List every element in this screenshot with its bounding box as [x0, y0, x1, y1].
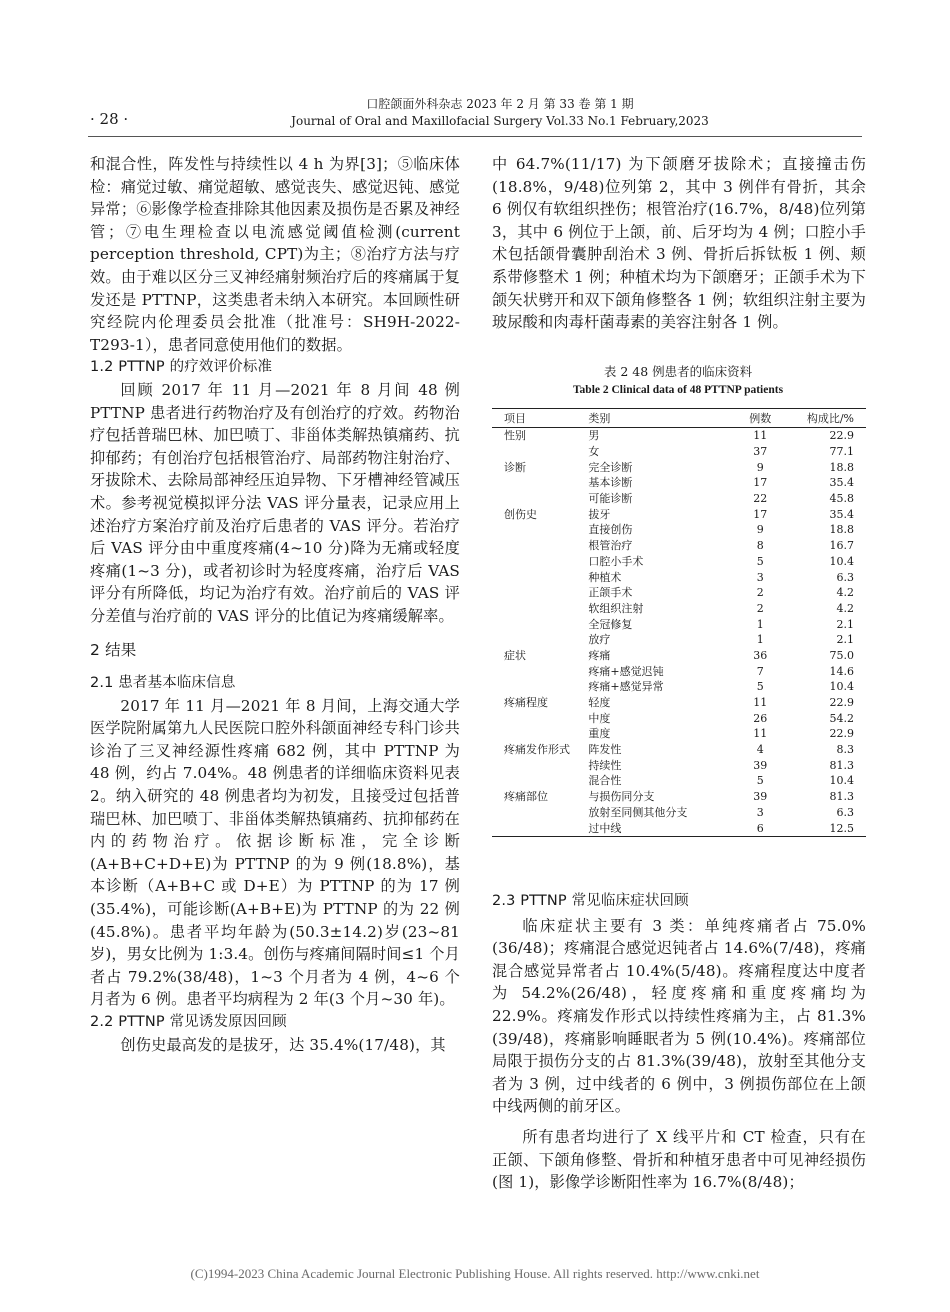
- table-cell: 症状: [504, 648, 526, 662]
- table-cell: 疼痛发作形式: [504, 743, 570, 757]
- table-row: [492, 726, 866, 742]
- table-cell: 创伤史: [504, 507, 537, 521]
- table-cell: 基本诊断: [588, 476, 633, 490]
- table-cell: 17: [753, 507, 768, 521]
- table-cell: 直接创伤: [588, 523, 633, 537]
- table-cell: 18.8: [829, 460, 854, 474]
- table-cell: 12.5: [785, 820, 866, 836]
- table-cell: [492, 726, 588, 742]
- right-column-bottom: [492, 890, 866, 1194]
- table-cell: 疼痛+感觉异常: [588, 680, 664, 694]
- table-cell: 疼痛+感觉迟钝: [588, 664, 664, 678]
- table-cell: 5: [756, 554, 764, 568]
- table-cell: 正颌手术: [588, 586, 633, 600]
- table-cell: 75.0: [829, 648, 854, 662]
- table-cell: [492, 491, 588, 507]
- table-cell: 37: [753, 445, 768, 459]
- table-cell: 4.2: [836, 601, 854, 615]
- table-cell: 81.3: [829, 758, 854, 772]
- table-cell: 2.1: [836, 633, 854, 647]
- table-row: [492, 585, 866, 601]
- table-row: [492, 444, 866, 460]
- table-row: [492, 459, 866, 475]
- table-row: [492, 569, 866, 585]
- table-cell: 22.9: [829, 429, 854, 443]
- table-row: [492, 648, 866, 664]
- table-cell: [492, 679, 588, 695]
- table-cell: 3: [756, 570, 764, 584]
- table-cell: [492, 805, 588, 821]
- table-row: [492, 475, 866, 491]
- table-cell: 39: [753, 758, 768, 772]
- journal-title-cn: 口腔颌面外科杂志 2023 年 2 月 第 33 卷 第 1 期: [366, 97, 634, 111]
- table-row: [492, 742, 866, 758]
- column-header: 项目: [492, 409, 588, 428]
- table-row: [492, 506, 866, 522]
- table-cell: 5: [756, 680, 764, 694]
- table-caption-cn: 表 2 48 例患者的临床资料: [603, 364, 753, 379]
- table-row: [492, 663, 866, 679]
- table-cell: 中度: [588, 711, 611, 725]
- table-cell: 18.8: [829, 523, 854, 537]
- table-cell: 放射至同侧其他分支: [588, 805, 688, 819]
- table-cell: 26: [753, 711, 768, 725]
- table-cell: 2.1: [836, 617, 854, 631]
- table-cell: [492, 538, 588, 554]
- table-cell: 过中线: [588, 820, 735, 836]
- table-cell: 35.4: [829, 476, 854, 490]
- table-row: [492, 491, 866, 507]
- table-cell: 疼痛: [588, 648, 611, 662]
- paragraph: 回顾 2017 年 11 月—2021 年 8 月间 48 例 PTTNP 患者进行药物治疗及有创治疗的疗效。药物治疗包括普瑞巴林、加巴喷丁、非甾体类解热镇痛药、抗抑郁药；有创治疗包括根管治疗、局部药物注射治疗、牙拔除术、去除局部神经压迫异物、下牙槽神经管减压术。参考视觉模拟评分法 VAS 评分量表，记录应用上述治疗方案治疗前及治疗后患者的 VAS 评分。若治疗后 VAS 评分由中重度疼痛(4~10 分)降为无痛或轻度疼痛(1~3 分)，或者初诊时为轻度疼痛，治疗后 VAS 评分有所降低，均记为治疗有效。治疗前后的 VAS 评分差值与治疗前的 VAS 评分的比值记为疼痛缓解率。: [90, 380, 460, 625]
- table-cell: [492, 632, 588, 648]
- table-cell: 完全诊断: [588, 460, 633, 474]
- table-cell: [492, 710, 588, 726]
- table-row: [492, 805, 866, 821]
- table-cell: 17: [753, 476, 768, 490]
- paragraph: 所有患者均进行了 X 线平片和 CT 检查，只有在正颌、下颌角修整、骨折和种植牙患者中可见神经损伤(图 1)，影像学诊断阳性率为 16.7%(8/48)；: [492, 1127, 866, 1192]
- table-cell: 11: [753, 429, 768, 443]
- table-header-row: [492, 409, 866, 428]
- table-cell: 8.3: [836, 743, 854, 757]
- table-cell: [492, 475, 588, 491]
- header-rule: [88, 136, 862, 137]
- paragraph: 中 64.7%(11/17) 为下颌磨牙拔除术；直接撞击伤(18.8%，9/48)位列第 2，其中 3 例伴有骨折，其余 6 例仅有软组织挫伤；根管治疗(16.7%，8/48)位列第 3，其中 6 例位于上颌，前、后牙均为 4 例；口腔小手术包括颌骨囊肿刮治术 3 例、骨折后拆钛板 1 例、颊系带修整术 1 例；种植术均为下颌磨牙；正颌手术为下颌矢状劈开和双下颌角修整各 1 例；软组织注射主要为玻尿酸和肉毒杆菌毒素的美容注射各 1 例。: [492, 155, 866, 332]
- table-cell: 6: [736, 820, 785, 836]
- table-cell: 软组织注射: [588, 601, 644, 615]
- table-row: [492, 428, 866, 444]
- table-cell: 10.4: [829, 774, 854, 788]
- table-cell: 疼痛部位: [504, 790, 548, 804]
- table-cell: 男: [588, 429, 600, 443]
- table-cell: 9: [756, 460, 764, 474]
- table-row: [492, 616, 866, 632]
- page-number: · 28 ·: [90, 110, 129, 128]
- table-cell: 女: [588, 445, 600, 459]
- table-cell: 与损伤同分支: [588, 790, 655, 804]
- table-cell: 5: [756, 774, 764, 788]
- table-cell: 4: [756, 743, 764, 757]
- table-cell: 1: [756, 617, 764, 631]
- table-cell: 4.2: [836, 586, 854, 600]
- column-header: 例数: [736, 409, 785, 428]
- table-cell: 2: [756, 601, 764, 615]
- table-cell: 45.8: [829, 492, 854, 506]
- table-row: [492, 679, 866, 695]
- table-cell: [492, 554, 588, 570]
- table-cell: [492, 773, 588, 789]
- table-cell: 诊断: [504, 460, 526, 474]
- table-cell: 81.3: [829, 790, 854, 804]
- table-cell: [492, 444, 588, 460]
- section-heading-2-3: 2.3 PTTNP 常见临床症状回顾: [492, 893, 689, 909]
- table-cell: 10.4: [829, 680, 854, 694]
- column-header: 类别: [588, 409, 735, 428]
- table-row: [492, 601, 866, 617]
- table-cell: 14.6: [829, 664, 854, 678]
- table-cell: 放疗: [588, 633, 611, 647]
- section-heading-2-1: 2.1 患者基本临床信息: [90, 675, 236, 692]
- table-row: [492, 522, 866, 538]
- paragraph: 和混合性，阵发性与持续性以 4 h 为界[3]；⑤临床体检：痛觉过敏、痛觉超敏、感觉丧失、感觉迟钝、感觉异常；⑥影像学检查排除其他因素及损伤是否累及神经管；⑦电生理检查以电流感觉阈值检测(current perception threshold, CPT)为主；⑧治疗方法与疗效。由于难以区分三叉神经痛射频治疗后的疼痛属于复发还是 PTTNP，这类患者未纳入本研究。本回顾性研究经院内伦理委员会批准（批准号：SH9H-2022-T293-1），患者同意使用他们的数据。: [90, 155, 460, 354]
- table-cell: [492, 820, 588, 836]
- table-cell: [492, 585, 588, 601]
- table-row: [492, 773, 866, 789]
- table-cell: 35.4: [829, 507, 854, 521]
- table-cell: 性别: [504, 429, 526, 443]
- table-cell: [492, 601, 588, 617]
- table-cell: 轻度: [588, 696, 611, 710]
- table-cell: 种植术: [588, 570, 622, 584]
- table-cell: 10.4: [829, 554, 854, 568]
- paragraph: 创伤史最高发的是拔牙，达 35.4%(17/48)，其: [120, 1035, 446, 1054]
- left-column: [90, 153, 460, 1056]
- section-heading-1-2: 1.2 PTTNP 的疗效评价标准: [90, 359, 273, 376]
- table-cell: 全冠修复: [588, 617, 633, 631]
- table-cell: 疼痛程度: [504, 696, 548, 710]
- section-heading-2: 2 结果: [90, 641, 137, 660]
- table-caption-en: Table 2 Clinical data of 48 PTTNP patients: [572, 384, 784, 396]
- table-cell: 阵发性: [588, 743, 622, 757]
- table-cell: [492, 757, 588, 773]
- table-cell: 2: [756, 586, 764, 600]
- table-cell: 根管治疗: [588, 539, 633, 553]
- table-cell: 54.2: [829, 711, 854, 725]
- table-cell: 22.9: [829, 727, 854, 741]
- table-cell: 持续性: [588, 758, 622, 772]
- right-column-top: [492, 153, 866, 334]
- table-cell: 11: [753, 696, 768, 710]
- table-cell: [492, 616, 588, 632]
- table-cell: 7: [756, 664, 764, 678]
- table-row: [492, 632, 866, 648]
- table-cell: 77.1: [829, 445, 854, 459]
- journal-title-en: Journal of Oral and Maxillofacial Surgery Vol.33 No.1 February,2023: [291, 114, 709, 128]
- table-cell: 拔牙: [588, 507, 611, 521]
- paragraph: 临床症状主要有 3 类：单纯疼痛者占 75.0%(36/48)；疼痛混合感觉迟钝者占 14.6%(7/48)，疼痛混合感觉异常者占 10.4%(5/48)。疼痛程度达中度者为 54.2%(26/48)，轻度疼痛和重度疼痛均为 22.9%。疼痛发作形式以持续性疼痛为主，占 81.3%(39/48)，疼痛影响睡眠者为 5 例(10.4%)。疼痛部位局限于损伤分支的占 81.3%(39/48)，放射至其他分支者为 3 例，过中线者的 6 例中，3 例损伤部位在上颌中线两侧的前牙区。: [492, 916, 866, 1116]
- table-cell: 重度: [588, 727, 611, 741]
- table-cell: 可能诊断: [588, 492, 633, 506]
- table-cell: [492, 663, 588, 679]
- paragraph: 2017 年 11 月—2021 年 8 月间，上海交通大学医学院附属第九人民医院口腔外科颌面神经专科门诊共诊治了三叉神经源性疼痛 682 例，其中 PTTNP 为 48 例，约占 7.04%。48 例患者的详细临床资料见表 2。纳入研究的 48 例患者均为初发，且接受过包括普瑞巴林、加巴喷丁、非甾体类解热镇痛药、抗抑郁药在内的药物治疗。依据诊断标准，完全诊断(A+B+C+D+E)为 PTTNP 的为 9 例(18.8%)，基本诊断（A+B+C 或 D+E）为 PTTNP 的为 17 例(35.4%)，可能诊断(A+B+E)为 PTTNP 的为 22 例(45.8%)。患者平均年龄为(50.3±14.2)岁(23~81 岁)，男女比例为 1:3.4。创伤与疼痛间隔时间≤1 个月者占 79.2%(38/48)，1~3 个月者为 4 例，4~6 个月者为 6 例。患者平均病程为 2 年(3 个月~30 年)。: [90, 696, 460, 1009]
- table-row: [492, 538, 866, 554]
- table-row: [492, 710, 866, 726]
- table-cell: 混合性: [588, 774, 622, 788]
- column-header: 构成比/%: [785, 409, 866, 428]
- table-cell: 9: [756, 523, 764, 537]
- table-cell: 6.3: [836, 805, 854, 819]
- table-cell: [492, 522, 588, 538]
- table-row: [492, 554, 866, 570]
- table-row: [492, 695, 866, 711]
- copyright-footer: (C)1994-2023 China Academic Journal Electronic Publishing House. All rights reserved. http://www.cnki.net: [190, 1266, 760, 1281]
- section-heading-2-2: 2.2 PTTNP 常见诱发原因回顾: [90, 1013, 287, 1030]
- table-cell: 3: [756, 805, 764, 819]
- table-cell: 口腔小手术: [588, 554, 644, 568]
- table-cell: 22: [753, 492, 768, 506]
- table-cell: 36: [753, 648, 768, 662]
- table-cell: 11: [753, 727, 768, 741]
- table-row: [492, 789, 866, 805]
- table-row: [492, 757, 866, 773]
- table-cell: [492, 569, 588, 585]
- table-cell: 39: [753, 790, 768, 804]
- table-cell: 8: [756, 539, 764, 553]
- table-row: [492, 820, 866, 836]
- table-cell: 22.9: [829, 696, 854, 710]
- clinical-data-table: [492, 408, 866, 837]
- table-cell: 16.7: [829, 539, 854, 553]
- table-cell: 6.3: [836, 570, 854, 584]
- table-cell: 1: [756, 633, 764, 647]
